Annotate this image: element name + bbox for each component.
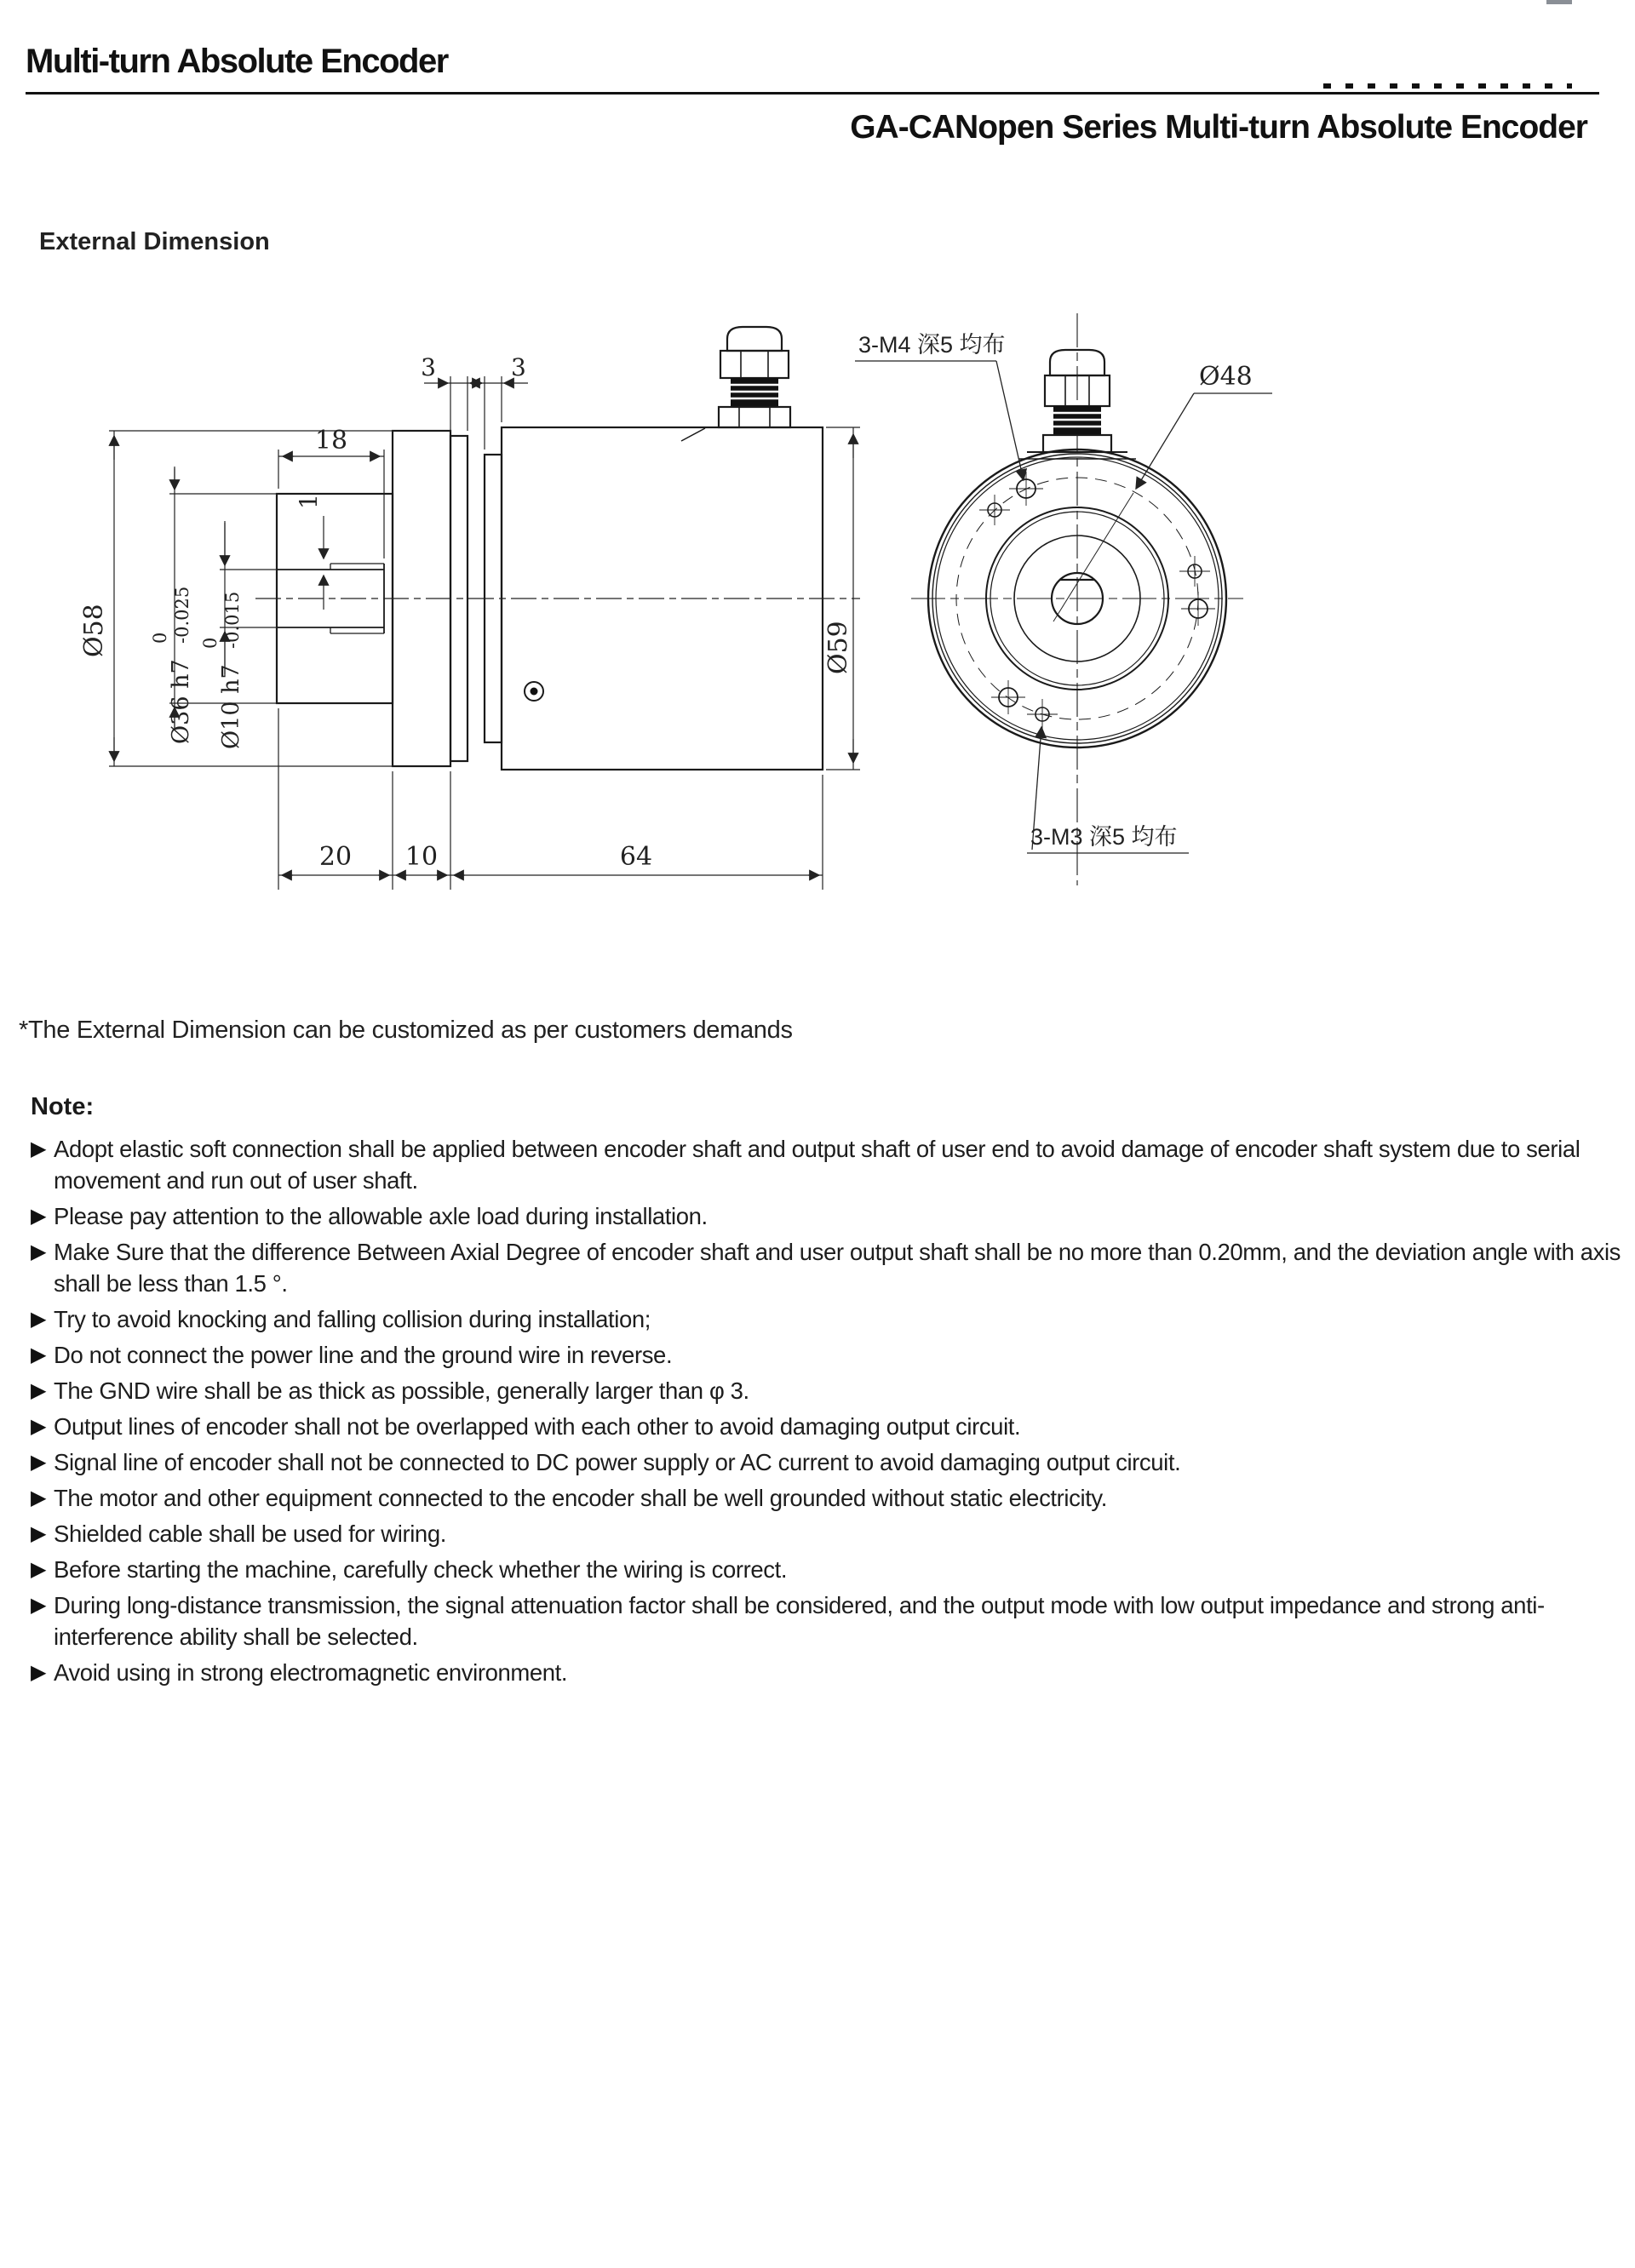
side-view (255, 327, 860, 770)
note-item (31, 1133, 1626, 1196)
bullet-icon: ▶ (31, 1558, 47, 1581)
note-item (31, 1200, 1626, 1232)
note-text: Output lines of encoder shall not be overlapped with each other to avoid damaging output circuit. (54, 1413, 1021, 1440)
clipped-logo-text (1323, 81, 1572, 89)
notes-section (31, 1093, 1626, 1692)
note-item (31, 1339, 1626, 1371)
dim-plate2: 3 (511, 353, 526, 381)
dim-flange-thickness: 10 (404, 842, 439, 872)
note-text: Avoid using in strong electromagnetic environment. (54, 1659, 568, 1686)
page-title: Multi-turn Absolute Encoder (26, 43, 448, 80)
note-text: Do not connect the power line and the ground wire in reverse. (54, 1342, 673, 1368)
bullet-icon: ▶ (31, 1451, 47, 1474)
dim-hub-tol-upper: 0 (150, 632, 170, 644)
note-text: Shielded cable shall be used for wiring. (54, 1521, 446, 1547)
gland-dome (727, 327, 782, 351)
cable-gland-side (719, 327, 790, 427)
external-dimension-heading: External Dimension (39, 228, 270, 255)
dim-body-length: 64 (619, 842, 653, 872)
bullet-icon: ▶ (31, 1661, 47, 1684)
note-item (31, 1554, 1626, 1585)
bullet-icon: ▶ (31, 1137, 47, 1160)
bullet-icon: ▶ (31, 1379, 47, 1402)
bullet-icon: ▶ (31, 1308, 47, 1331)
dim-plate1: 3 (421, 353, 436, 381)
page-corner-mark (1546, 0, 1572, 4)
dim-hub-dia: Ø36 h7 (168, 659, 194, 744)
header-divider (26, 92, 1599, 94)
dim-groove: 1 (295, 494, 323, 509)
note-text: Make Sure that the difference Between Axial Degree of encoder shaft and user output shaft shall be no more than 0.20mm, and the deviation angle with axis shall be less than 1.5 °. (54, 1239, 1621, 1297)
bullet-icon: ▶ (31, 1205, 47, 1228)
note-item (31, 1657, 1626, 1688)
note-item (31, 1589, 1626, 1652)
screw-detail (525, 682, 543, 701)
logo-text-stubs (1323, 83, 1572, 89)
note-text: Signal line of encoder shall not be connected to DC power supply or AC current to avoid damaging output circuit. (54, 1449, 1181, 1475)
note-text: During long-distance transmission, the signal attenuation factor shall be considered, and the output mode with low output impedance and strong anti-interference ability shall be selected. (54, 1592, 1545, 1650)
note-item (31, 1482, 1626, 1514)
bullet-icon: ▶ (31, 1594, 47, 1617)
gland-nut (720, 351, 789, 378)
note-item (31, 1446, 1626, 1478)
m4-holes (991, 472, 1215, 714)
dim-flange-dia: Ø58 (79, 604, 109, 657)
gland-base (719, 407, 790, 427)
label-m4-holes: 3-M4 深5 均布 (858, 332, 1006, 358)
bullet-icon: ▶ (31, 1240, 47, 1263)
dim-hub-length: 20 (318, 842, 353, 872)
bullet-icon: ▶ (31, 1486, 47, 1509)
dim-bore-dia: Ø10 h7 (218, 664, 244, 749)
front-view (911, 313, 1243, 885)
note-item (31, 1303, 1626, 1335)
dim-bore-depth: 18 (314, 426, 348, 455)
note-item (31, 1236, 1626, 1299)
note-text: Try to avoid knocking and falling collision during installation; (54, 1306, 651, 1332)
note-item (31, 1411, 1626, 1442)
note-item (31, 1518, 1626, 1549)
bullet-icon: ▶ (31, 1343, 47, 1366)
dim-body-dia: Ø59 (823, 621, 853, 674)
notes-title: Note: (31, 1093, 95, 1120)
dim-bore-tol-lower: -0.015 (222, 591, 243, 649)
dimension-drawing (0, 281, 1635, 928)
note-item (31, 1375, 1626, 1406)
customization-footnote: *The External Dimension can be customized as per customers demands (19, 1017, 793, 1044)
note-text: Before starting the machine, carefully check whether the wiring is correct. (54, 1556, 788, 1583)
label-bolt-circle-dia: Ø48 (1199, 362, 1253, 392)
bullet-icon: ▶ (31, 1522, 47, 1545)
note-text: Adopt elastic soft connection shall be applied between encoder shaft and output shaft of user end to avoid damage of encoder shaft system due to serial movement and run out of user shaft. (54, 1136, 1580, 1194)
note-text: Please pay attention to the allowable axle load during installation. (54, 1203, 708, 1229)
label-m3-holes: 3-M3 深5 均布 (1030, 824, 1178, 850)
surface-tick (681, 428, 705, 441)
dim-bore-tol-upper: 0 (200, 637, 221, 649)
note-text: The GND wire shall be as thick as possible, generally larger than φ 3. (54, 1377, 749, 1404)
dim-hub-tol-lower: -0.025 (172, 586, 192, 644)
series-title: GA-CANopen Series Multi-turn Absolute Encoder (850, 109, 1587, 146)
bullet-icon: ▶ (31, 1415, 47, 1438)
note-list (31, 1133, 1626, 1688)
note-text: The motor and other equipment connected to the encoder shall be well grounded without static electricity. (54, 1485, 1107, 1511)
m3-holes (979, 495, 1210, 730)
